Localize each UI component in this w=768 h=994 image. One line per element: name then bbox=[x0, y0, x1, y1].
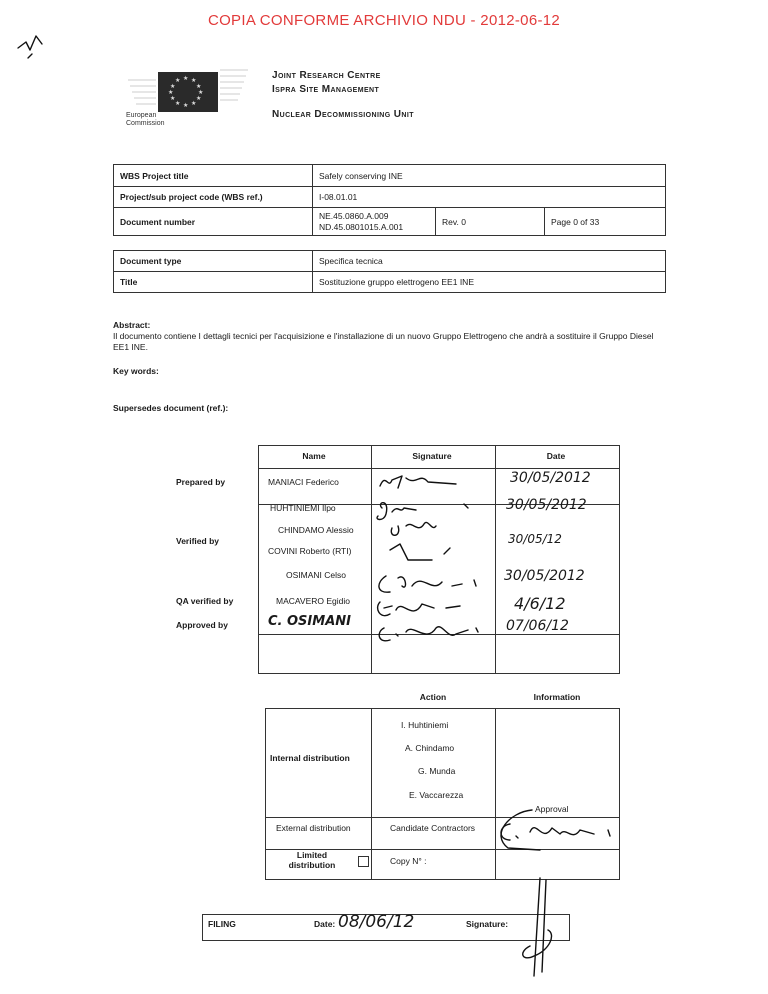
date-1: 30/05/2012 bbox=[510, 470, 591, 486]
internal-4: E. Vaccarezza bbox=[409, 790, 464, 800]
internal-1: I. Huhtiniemi bbox=[401, 720, 449, 730]
copy-label: Copy N° : bbox=[390, 856, 427, 866]
col-date: Date bbox=[546, 451, 566, 461]
svg-text:★: ★ bbox=[183, 102, 189, 109]
date-4: 30/05/2012 bbox=[504, 568, 585, 584]
prepared-label: Prepared by bbox=[176, 477, 226, 487]
filing-signature-label: Signature: bbox=[466, 919, 509, 929]
abstract-text: Il documento contiene I dettagli tecnici per l'acquisizione e l'installazione di un nuovo Gruppo Elettrogeno che andrà a sostituire il Gruppo Diesel EE1 INE. bbox=[113, 331, 654, 352]
filing-date-value: 08/06/12 bbox=[338, 912, 415, 932]
docnum-label: Document number bbox=[114, 208, 313, 236]
filing-label: FILING bbox=[208, 919, 236, 929]
internal-label: Internal distribution bbox=[270, 753, 350, 763]
qa-label: QA verified by bbox=[176, 596, 234, 606]
logo-caption-line2: Commission bbox=[126, 120, 165, 127]
handwritten-signatures bbox=[372, 468, 494, 642]
svg-text:★: ★ bbox=[175, 100, 181, 107]
doctype-label: Document type bbox=[114, 251, 313, 272]
col-information: Information bbox=[533, 692, 581, 702]
docnum-value bbox=[313, 208, 436, 236]
svg-text:★: ★ bbox=[198, 89, 204, 96]
svg-text:★: ★ bbox=[196, 95, 202, 102]
code-value: I-08.01.01 bbox=[313, 187, 666, 208]
eu-logo bbox=[126, 60, 250, 116]
qa-name: MACAVERO Egidio bbox=[276, 596, 351, 606]
verified-label: Verified by bbox=[176, 536, 219, 546]
unit-name: Nuclear Decommissioning Unit bbox=[272, 109, 414, 120]
logo-caption-line1: European bbox=[126, 112, 157, 119]
docnum-value-2: ND.45.0801015.A.001 bbox=[319, 221, 404, 232]
col-signature: Signature bbox=[412, 451, 452, 461]
approved-label: Approved by bbox=[176, 620, 228, 630]
limited-label-2: distribution bbox=[288, 860, 336, 870]
prepared-name-1: MANIACI Federico bbox=[268, 477, 339, 487]
verified-name-3: OSIMANI Celso bbox=[286, 570, 346, 580]
date-3: 30/05/12 bbox=[508, 532, 562, 546]
svg-text:★: ★ bbox=[168, 89, 174, 96]
org-line1: Joint Research Centre bbox=[272, 70, 381, 81]
limited-checkbox[interactable] bbox=[358, 856, 369, 867]
title-value: Sostituzione gruppo elettrogeno EE1 INE bbox=[313, 272, 666, 293]
org-line2: Ispra Site Management bbox=[272, 84, 380, 95]
col-name: Name bbox=[302, 451, 326, 461]
col-action: Action bbox=[419, 692, 447, 702]
date-6: 07/06/12 bbox=[506, 618, 569, 634]
supersedes-label: Supersedes document (ref.): bbox=[113, 403, 229, 413]
svg-text:★: ★ bbox=[175, 77, 181, 84]
project-table bbox=[113, 164, 666, 236]
title-label: Title bbox=[114, 272, 313, 293]
page-count: Page 0 of 33 bbox=[545, 208, 666, 236]
svg-text:★: ★ bbox=[170, 95, 176, 102]
svg-text:★: ★ bbox=[170, 83, 176, 90]
filing-date-label: Date: bbox=[314, 919, 336, 929]
external-label: External distribution bbox=[276, 823, 351, 833]
limited-label bbox=[277, 850, 347, 870]
keywords-label: Key words: bbox=[113, 366, 159, 376]
filing-signature bbox=[510, 876, 570, 986]
docnum-value-1: NE.45.0860.A.009 bbox=[319, 210, 389, 221]
svg-text:★: ★ bbox=[183, 75, 189, 82]
rev: Rev. 0 bbox=[436, 208, 545, 236]
internal-2: A. Chindamo bbox=[405, 743, 455, 753]
margin-scribble bbox=[14, 28, 54, 68]
doctype-table bbox=[113, 250, 666, 293]
logo-caption bbox=[126, 112, 165, 128]
svg-text:★: ★ bbox=[191, 100, 197, 107]
approved-name: C. OSIMANI bbox=[268, 614, 351, 629]
approval-note: Approval bbox=[535, 804, 569, 814]
abstract-label: Abstract: bbox=[113, 320, 151, 330]
doctype-value: Specifica tecnica bbox=[313, 251, 666, 272]
external-value: Candidate Contractors bbox=[390, 823, 476, 833]
verified-name-2: COVINI Roberto (RTI) bbox=[268, 546, 352, 556]
approval-signature bbox=[480, 800, 630, 880]
svg-text:★: ★ bbox=[191, 77, 197, 84]
code-label: Project/sub project code (WBS ref.) bbox=[114, 187, 313, 208]
svg-text:★: ★ bbox=[196, 83, 202, 90]
date-5: 4/6/12 bbox=[514, 594, 566, 613]
archive-stamp: COPIA CONFORME ARCHIVIO NDU - 2012-06-12 bbox=[207, 12, 561, 29]
internal-3: G. Munda bbox=[418, 766, 456, 776]
prepared-name-2: HUHTINIEMI Ilpo bbox=[270, 503, 336, 513]
verified-name-1: CHINDAMO Alessio bbox=[278, 525, 354, 535]
wbs-title-label: WBS Project title bbox=[114, 165, 313, 187]
date-2: 30/05/2012 bbox=[506, 497, 587, 513]
wbs-title-value: Safely conserving INE bbox=[313, 165, 666, 187]
limited-label-1: Limited bbox=[296, 850, 328, 860]
